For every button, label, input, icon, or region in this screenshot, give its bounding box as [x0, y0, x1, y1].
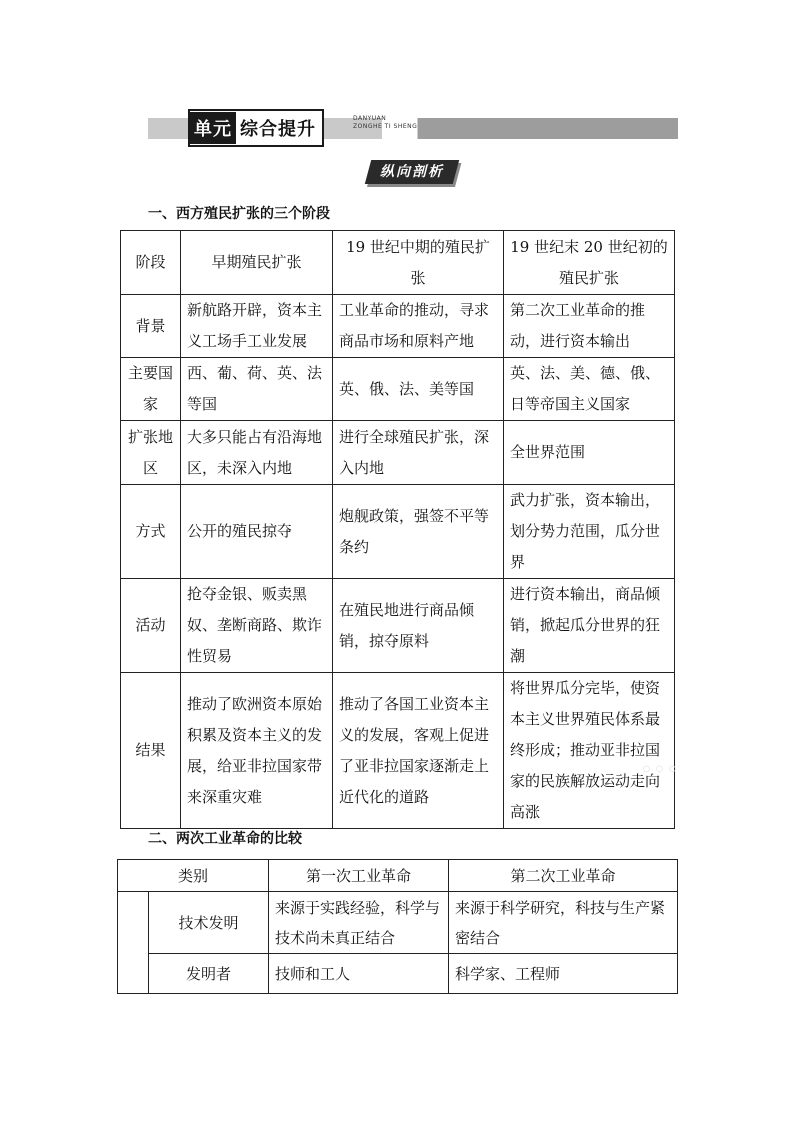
- table-cell: 第二次工业革命的推动，进行资本输出: [504, 295, 675, 358]
- header-cell: 阶段: [121, 231, 181, 295]
- table-cell: 西、葡、荷、英、法等国: [181, 358, 333, 421]
- table-cell: 炮舰政策，强签不平等条约: [333, 485, 504, 579]
- table-cell: 新航路开辟，资本主义工场手工业发展: [181, 295, 333, 358]
- row-label: 技术发明: [149, 892, 269, 954]
- header-cell: 第二次工业革命: [449, 860, 678, 892]
- table-cell: 工业革命的推动，寻求商品市场和原料产地: [333, 295, 504, 358]
- row-label: 结果: [121, 673, 181, 829]
- table-cell: 来源于科学研究，科技与生产紧密结合: [449, 892, 678, 954]
- table-cell: 全世界范围: [504, 421, 675, 485]
- table-cell: 英、法、美、德、俄、日等帝国主义国家: [504, 358, 675, 421]
- banner-subtitle: [353, 115, 417, 131]
- section-tag-text: 纵向剖析: [380, 164, 444, 180]
- banner-box-text: 单元: [190, 112, 236, 144]
- table-row: [121, 485, 675, 579]
- row-label: 方式: [121, 485, 181, 579]
- row-label: 扩张地区: [121, 421, 181, 485]
- table-cell: 将世界瓜分完毕，使资本主义世界殖民体系最终形成；推动亚非拉国家的民族解放运动走向高涨: [504, 673, 675, 829]
- section-tag: [368, 160, 456, 184]
- heading-colonial-expansion: 一、西方殖民扩张的三个阶段: [148, 206, 330, 222]
- table-header-row: [118, 860, 678, 892]
- table-cell: 进行资本输出，商品倾销，掀起瓜分世界的狂潮: [504, 579, 675, 673]
- table-cell: 公开的殖民掠夺: [181, 485, 333, 579]
- row-label: 活动: [121, 579, 181, 673]
- colonial-expansion-table: [120, 230, 675, 829]
- banner-sub-line2: ZONGHE TI SHENG: [353, 123, 418, 130]
- heading-industrial-revolutions: 二、两次工业革命的比较: [148, 831, 302, 847]
- table-cell: 在殖民地进行商品倾销，掠夺原料: [333, 579, 504, 673]
- table-row: [121, 295, 675, 358]
- header-cell: 类别: [118, 860, 269, 892]
- banner-title: [188, 109, 324, 147]
- table-cell: 技师和工人: [269, 954, 449, 994]
- header-cell: 早期殖民扩张: [181, 231, 333, 295]
- table-row: [118, 892, 678, 954]
- table-cell: 推动了欧洲资本原始积累及资本主义的发展，给亚非拉国家带来深重灾难: [181, 673, 333, 829]
- group-cell: [118, 892, 149, 994]
- table-cell: 科学家、工程师: [449, 954, 678, 994]
- table-row: [121, 579, 675, 673]
- table-row: [121, 673, 675, 829]
- row-label: 发明者: [149, 954, 269, 994]
- watermark: ◦◦◦: [640, 758, 679, 783]
- header-cell: 19 世纪中期的殖民扩张: [333, 231, 504, 295]
- header-cell: 19 世纪末 20 世纪初的殖民扩张: [504, 231, 675, 295]
- banner-main-text: 综合提升: [240, 119, 316, 140]
- table-row: [121, 358, 675, 421]
- unit-banner: [148, 109, 678, 143]
- table-header-row: [121, 231, 675, 295]
- table-cell: 来源于实践经验，科学与技术尚未真正结合: [269, 892, 449, 954]
- table-cell: 武力扩张，资本输出，划分势力范围，瓜分世界: [504, 485, 675, 579]
- table-row: [118, 954, 678, 994]
- table-cell: 进行全球殖民扩张，深入内地: [333, 421, 504, 485]
- banner-sub-line1: DANYUAN: [353, 115, 387, 122]
- banner-stripe: [382, 118, 678, 139]
- table-row: [121, 421, 675, 485]
- table-cell: 推动了各国工业资本主义的发展，客观上促进了亚非拉国家逐渐走上近代化的道路: [333, 673, 504, 829]
- header-cell: 第一次工业革命: [269, 860, 449, 892]
- row-label: 背景: [121, 295, 181, 358]
- row-label: 主要国家: [121, 358, 181, 421]
- table-cell: 抢夺金银、贩卖黑奴、垄断商路、欺诈性贸易: [181, 579, 333, 673]
- table-cell: 英、俄、法、美等国: [333, 358, 504, 421]
- industrial-revolution-table: [117, 859, 678, 994]
- table-cell: 大多只能占有沿海地区，未深入内地: [181, 421, 333, 485]
